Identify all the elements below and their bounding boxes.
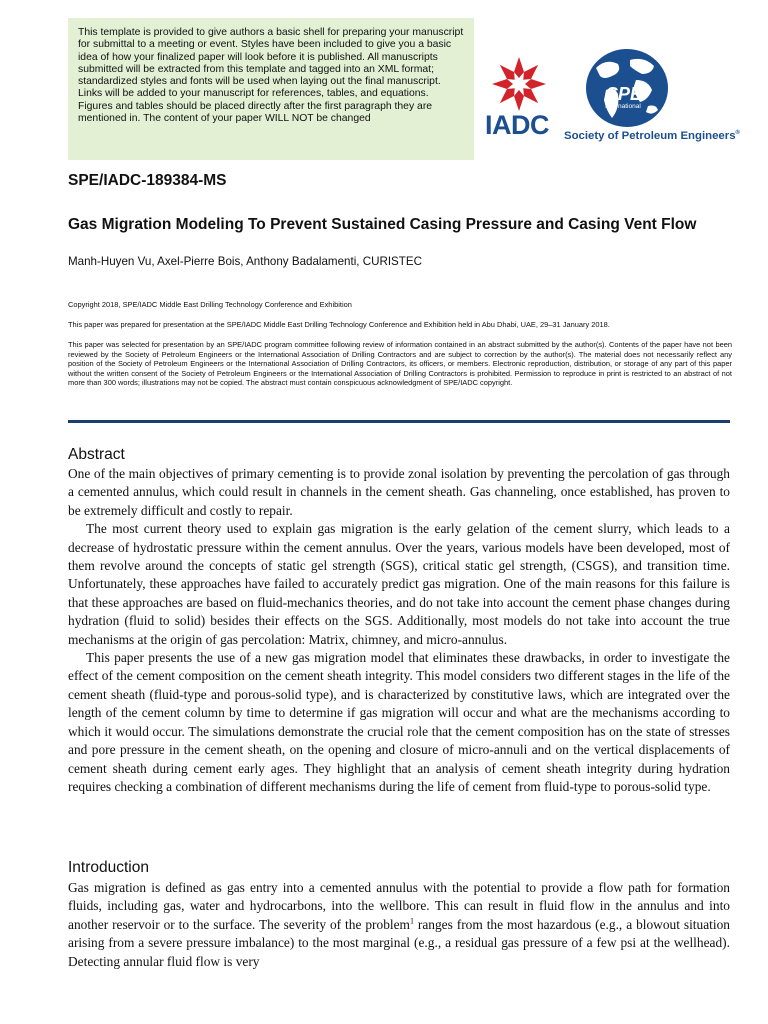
spe-logo-subtext: International <box>605 103 641 110</box>
presentation-notice: This paper was prepared for presentation at the SPE/IADC Middle East Drilling Technology Conference and Exhibition held in Abu Dhabi, UAE, 29–31 January 2018. <box>68 320 610 329</box>
paper-id: SPE/IADC-189384-MS <box>68 172 227 189</box>
spe-society-caption: Society of Petroleum Engineers® <box>564 130 740 142</box>
section-divider <box>68 420 730 423</box>
template-notice-box: This template is provided to give authors a basic shell for preparing your manuscript for submittal to a meeting or event. Styles have been included to give you a basic idea of how your finalized paper will look before it is published. All manuscripts submitted will be extracted from this template and tagged into an XML format; standardized styles and fonts will be used when laying out the final manuscript. Links will be added to your manuscript for references, tables, and equations. Figures and tables should be placed directly after the first paragraph they are mentioned in. The content of your paper WILL NOT be changed <box>68 18 474 160</box>
logos-area <box>482 46 740 156</box>
abstract-heading: Abstract <box>68 446 125 463</box>
footnote-marker[interactable]: 1 <box>409 916 414 926</box>
introduction-paragraph: Gas migration is defined as gas entry into a cemented annulus with the potential to provide a flow path for formation fluids, including gas, water and hydrocarbons, into the wellbore. This can result in fluid flow in the annulus and into another reservoir or to the surface. The severity of the problem$^1$ ranges from the most hazardous (e.g., a blowout situation arising from a severe pressure imbalance) to the most marginal (e.g., a residual gas pressure of a few psi at the wellhead). Detecting annular fluid flow is very <box>68 880 731 969</box>
authors-line: Manh-Huyen Vu, Axel-Pierre Bois, Anthony Badalamenti, CURISTEC <box>68 255 422 268</box>
abstract-paragraph: One of the main objectives of primary cementing is to provide zonal isolation by preventing the percolation of gas through a cemented annulus, which could result in channels in the cement sheath. Gas channeling, once established, has proven to be extremely difficult and costly to repair. <box>68 466 730 518</box>
selection-disclaimer: This paper was selected for presentation by an SPE/IADC program committee following review of information contained in an abstract submitted by the author(s). Contents of the paper have not been reviewed by the Society of Petroleum Engineers or the International Association of Drilling Contractors and are subject to correction by the author(s). The material does not necessarily reflect any position of the Society of Petroleum Engineers or the International Association of Drilling Contractors, its officers, or members. Electronic reproduction, distribution, or storage of any part of this paper without the written consent of the Society of Petroleum Engineers or the International Association of Drilling Contractors is prohibited. Permission to reproduce in print is restricted to an abstract of not more than 300 words; illustrations may not be copied. The abstract must contain conspicuous acknowledgment of SPE/IADC copyright. <box>68 340 732 387</box>
spe-logo-text: SPE <box>606 84 643 104</box>
abstract-paragraph: This paper presents the use of a new gas migration model that eliminates these drawbacks, in order to investigate the effect of the cement composition on the cement sheath integrity. This model considers two different stages in the life of the cement sheath (fluid-type and porous-solid type), and is characterized by constitutive laws, which are integrated over the length of the cement column by time to determine if gas migration will occur and what are the mechanisms according to which it would occur. The simulations demonstrate the crucial role that the cement composition has on the state of stresses and pore pressure in the cement sheath, on the opening and closure of micro-annuli and on the vertical displacements of cement sheath during cement early ages. They highlight that an analysis of cement sheath integrity during hydration requires checking a combination of different mechanisms during the life of cement from fluid-type to porous-solid type. <box>68 650 730 794</box>
iadc-logo-text: IADC <box>485 110 549 140</box>
copyright-notice: Copyright 2018, SPE/IADC Middle East Drilling Technology Conference and Exhibition <box>68 300 352 309</box>
paper-title: Gas Migration Modeling To Prevent Sustained Casing Pressure and Casing Vent Flow <box>68 216 697 233</box>
abstract-body <box>68 465 730 796</box>
iadc-logo-icon <box>484 54 554 114</box>
abstract-paragraph: The most current theory used to explain gas migration is the early gelation of the cement slurry, which leads to a decrease of hydrostatic pressure within the cement annulus. Over the years, various models have been developed, most of them revolve around the concepts of static gel strength (SGS), critical static gel strength, (CSGS), and transition time. Unfortunately, these approaches have failed to accurately predict gas migration. One of the main reasons for this failure is that these approaches are based on fluid-mechanics theories, and do not take into account the cement phase changes during hydration (fluid to solid) besides their effects on the SGS. Additionally, most models do not take into account the true mechanisms at the origin of gas percolation: Matrix, chimney, and micro-annulus. <box>68 521 730 647</box>
introduction-heading: Introduction <box>68 859 149 876</box>
introduction-body <box>68 879 730 971</box>
